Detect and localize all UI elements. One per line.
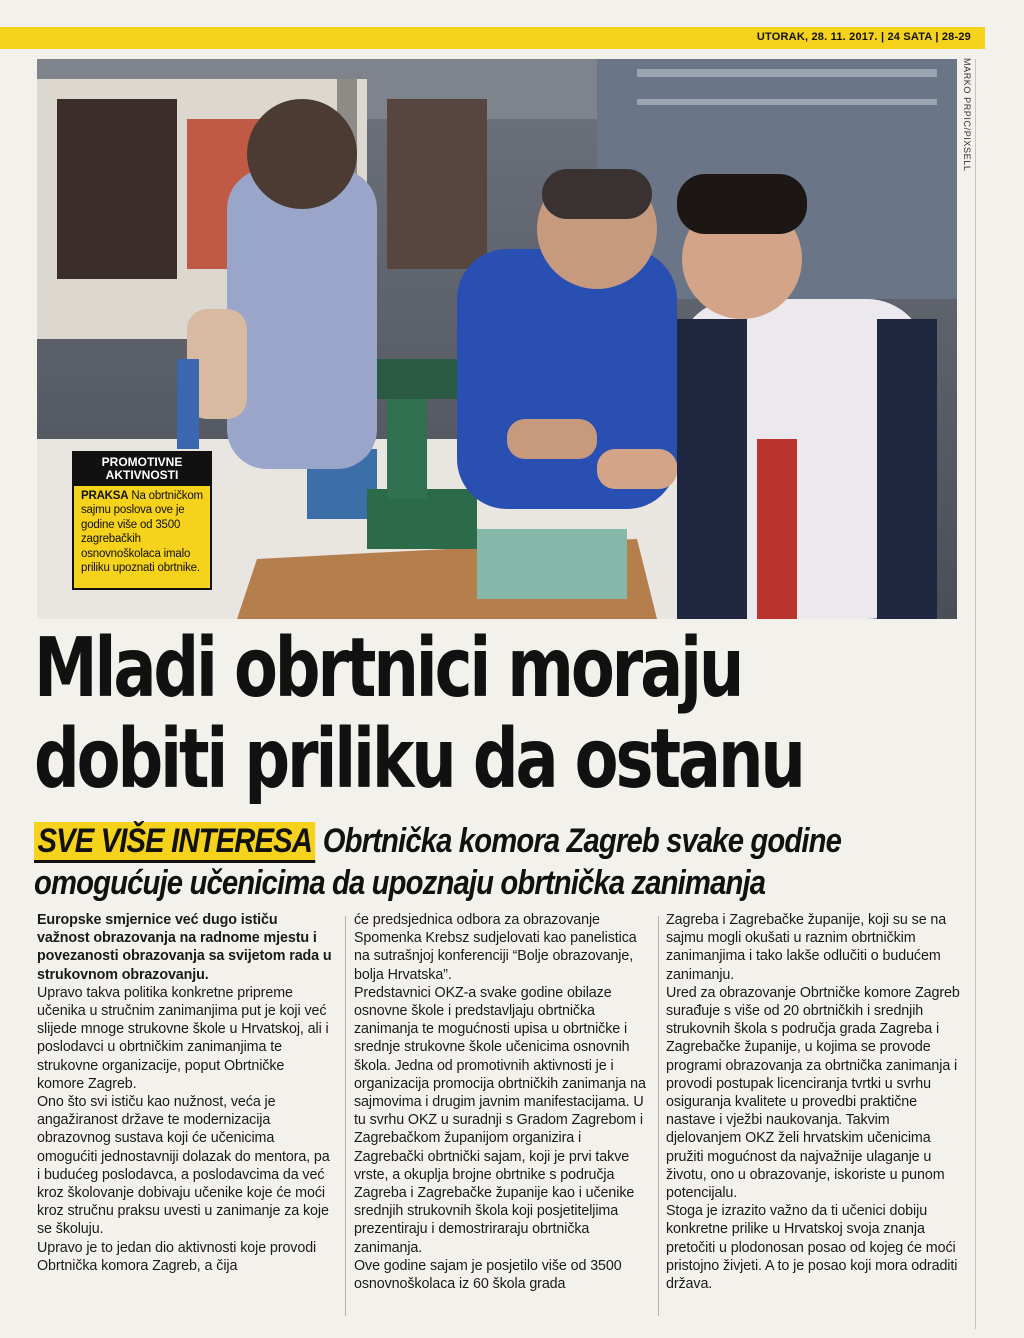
promo-title-line1: PROMOTIVNE xyxy=(101,455,183,469)
photo-credit: MARKO PRPIC/PIXSELL xyxy=(962,58,972,172)
article-paragraph: Upravo je to jedan dio aktivnosti koje provodi Obrtnička komora Zagreb, a čija xyxy=(37,1239,317,1274)
article-paragraph: Ono što svi ističu kao nužnost, veća je angažiranost države te modernizacija obrazovnog sustava koji će učenicima omogućiti jednostavniji dolazak do mentora, pa i budućeg poslodavca, a poslodavcima da već kroz školovanje dobivaju učenike koje će moći kroz stručnu praksu uvesti u zanimanje za koje se školuju. xyxy=(37,1094,330,1238)
article-column-3 xyxy=(666,911,962,1293)
page-header-bar xyxy=(0,27,985,49)
subhead-line1: Obrtnička komora Zagreb svake godine xyxy=(322,822,842,860)
article-headline xyxy=(34,621,803,807)
page-edge-rule xyxy=(975,59,976,1329)
article-paragraph: Predstavnici OKZ-a svake godine obilaze osnovne škole i predstavljaju obrtnička zanimanja te mogućnosti upisa u obrtničke i srednje strukovne škole učenicima osnovnih škola. Jedna od promotivnih aktivnosti je i organizacija promocija obrtničkih zanimanja na sajmovima i drugim javnim manifestacijama. U tu svrhu OKZ u suradnji s Gradom Zagrebom i Zagrebačkom županijom organizira i Zagrebački obrtnički sajam, koji je prvi takve vrste, a okuplja brojne obrtnike s područja Zagreba i Zagrebačke županije kao i učenike srednjih strukovnih škola koji posjetiteljima prezentiraju i demostriraraju obrtnička zanimanja. xyxy=(354,984,646,1256)
subhead-line2: omogućuje učenicima da upoznaju obrtnička zanimanja xyxy=(34,864,766,902)
article-paragraph: će predsjednica odbora za obrazovanje Spomenka Krebsz sudjelovati kao panelistica na sutrašnjoj konferenciji “Bolje obrazovanje, bolja Hrvatska”. xyxy=(354,912,637,983)
article-paragraph: Ured za obrazovanje Obrtničke komore Zagreb surađuje s više od 20 obrtničkih i srednjih strukovnih škola s područja grada Zagreba i Zagrebačke županije, u kojima se provode programi obrazovanja za obrtnička zanimanja i provodi postupak licenciranja tvrtki u svrhu osiguranja kvalitete u provedbi praktične nastave i vježbi naukovanja. Takvim djelovanjem OKZ želi hrvatskim učenicima pružiti mogućnost da najvažnije ulaganje u životu, ono u obrazovanje, iskoriste u punom potencijalu. xyxy=(666,984,960,1202)
article-paragraph: Ove godine sajam je posjetilo više od 3500 osnovnoškolaca iz 60 škola grada xyxy=(354,1257,622,1293)
promo-kicker: PRAKSA xyxy=(81,490,129,502)
headline-line1: Mladi obrtnici moraju xyxy=(34,621,742,716)
article-paragraph: Zagreba i Zagrebačke županije, koji su se na sajmu mogli okušati u raznim obrtničkim zanimanjima i tako lakše odlučiti o budućem zanimanju. xyxy=(666,912,947,983)
page-header-text: UTORAK, 28. 11. 2017. | 24 SATA | 28-29 xyxy=(756,31,971,43)
subhead-kicker xyxy=(34,822,316,863)
article-paragraph: Upravo takva politika konkretne pripreme učenika u stručnim zanimanjima put je koji već slijede mnoge strukovne škole u Hrvatskoj, ali i poslodavci u obrtničkim zanimanjima te strukovne organizacije, poput Obrtničke komore Zagreb. xyxy=(37,984,329,1092)
article-column-1 xyxy=(37,911,333,1275)
promo-infobox xyxy=(72,451,212,590)
article-lead: Europske smjernice već dugo ističu važnost obrazovanja na radnome mjestu i povezanosti obrazovanja sa svijetom rada u strukovnom obrazovanju. xyxy=(37,912,332,983)
promo-text: Na obrtničkom sajmu poslova ove je godine više od 3500 zagrebačkih osnovnoškolaca imalo priliku upoznati obrtnike. xyxy=(81,490,203,575)
subhead-kicker-text: SVE VIŠE INTERESA xyxy=(37,822,313,860)
article-body xyxy=(34,911,960,1321)
article-paragraph: Stoga je izrazito važno da ti učenici dobiju konkretne prilike u Hrvatskoj svoja znanja pretočiti u plodonosan posao od kojeg će moći pristojno živjeti. A to je posao koji mora odraditi država. xyxy=(666,1203,958,1293)
promo-body xyxy=(74,486,210,575)
article-subhead xyxy=(34,820,974,904)
article-column-2 xyxy=(354,911,650,1293)
promo-title xyxy=(74,453,210,486)
promo-title-line2: AKTIVNOSTI xyxy=(105,468,179,482)
headline-line2: dobiti priliku da ostanu xyxy=(34,712,803,807)
